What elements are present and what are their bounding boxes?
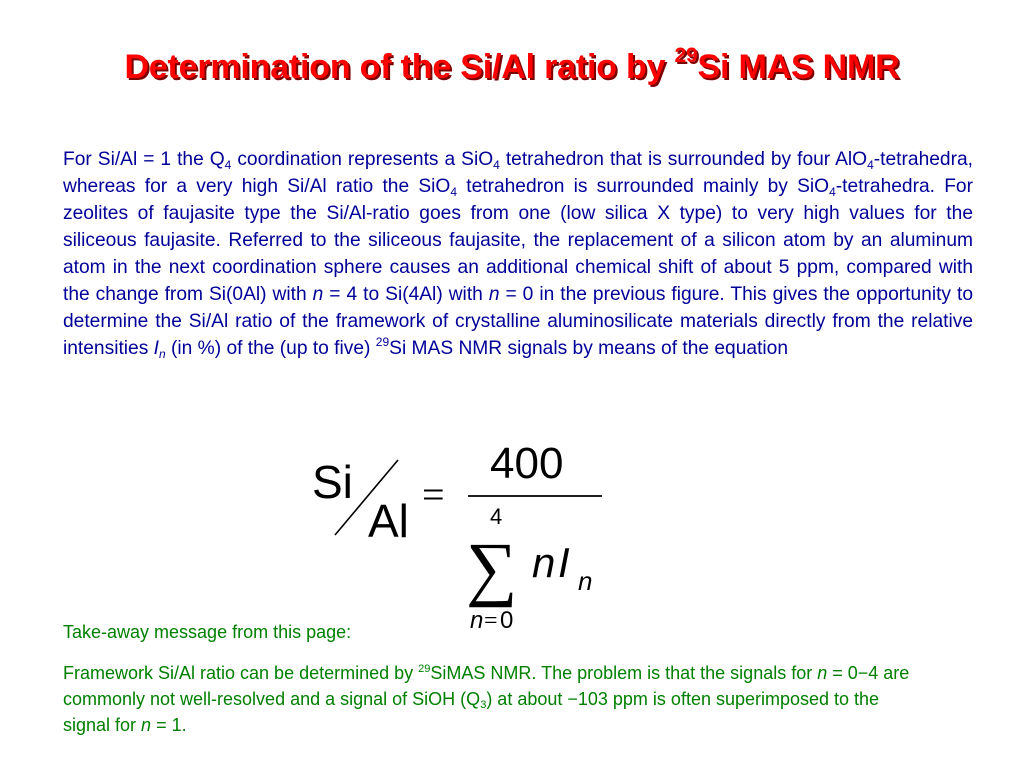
equation-sum-lower-eq: =	[484, 608, 498, 634]
takeaway-label: Take-away message from this page:	[63, 622, 352, 642]
equation-term-n: n	[532, 539, 556, 586]
equation-term-i: I	[558, 539, 570, 586]
slide-title	[0, 44, 1024, 87]
equation-al: Al	[368, 495, 409, 547]
takeaway-text: Framework Si/Al ratio can be determined by $^{29}$SiMAS NMR. The problem is that the signals for n = 0−4 are commonly not well-resolved and a signal of SiOH $(Q_3)$ at about −103 ppm is often superimposed to the signal for n = 1.	[63, 663, 910, 735]
title-text-end: Si MAS NMR	[697, 48, 900, 86]
body-paragraph: For Si/Al = 1 the $Q_4$ coordination represents a SiO$_4$ tetrahedron that is surrounded by four AlO$_4$-tetrahedra, whereas for a very high Si/Al ratio the SiO$_4$ tetrahedron is surrounded mainly by SiO$_4$-tetrahedra. For zeolites of faujasite type the Si/Al-ratio goes from one (low silica X type) to very high values for the siliceous faujasite. Referred to the siliceous faujasite, the replacement of a silicon atom by an aluminum atom in the next coordination sphere causes an additional chemical shift of about 5 ppm, compared with the change from Si(0Al) with n = 4 to Si(4Al) with n = 0 in the previous figure. This gives the opportunity to determine the Si/Al ratio of the framework of crystalline aluminosilicate materials directly from the relative intensities $I_n$ (in %) of the (up to five) $^{29}$Si MAS NMR signals by means of the equation	[63, 149, 973, 361]
equation-numerator: 400	[490, 439, 564, 488]
equation-sum-symbol: ∑	[466, 528, 518, 608]
equation-sum-lower-var: n	[470, 607, 484, 634]
si-al-equation	[300, 430, 640, 640]
equation-equals: =	[422, 472, 445, 517]
equation-term-subscript: n	[578, 566, 593, 596]
equation-sum-upper: 4	[490, 504, 503, 529]
equation-sum-lower-val: 0	[500, 607, 514, 634]
title-superscript: 29	[674, 44, 698, 67]
equation-si: Si	[312, 456, 353, 508]
title-text: Determination of the Si/Al ratio by	[124, 48, 675, 86]
